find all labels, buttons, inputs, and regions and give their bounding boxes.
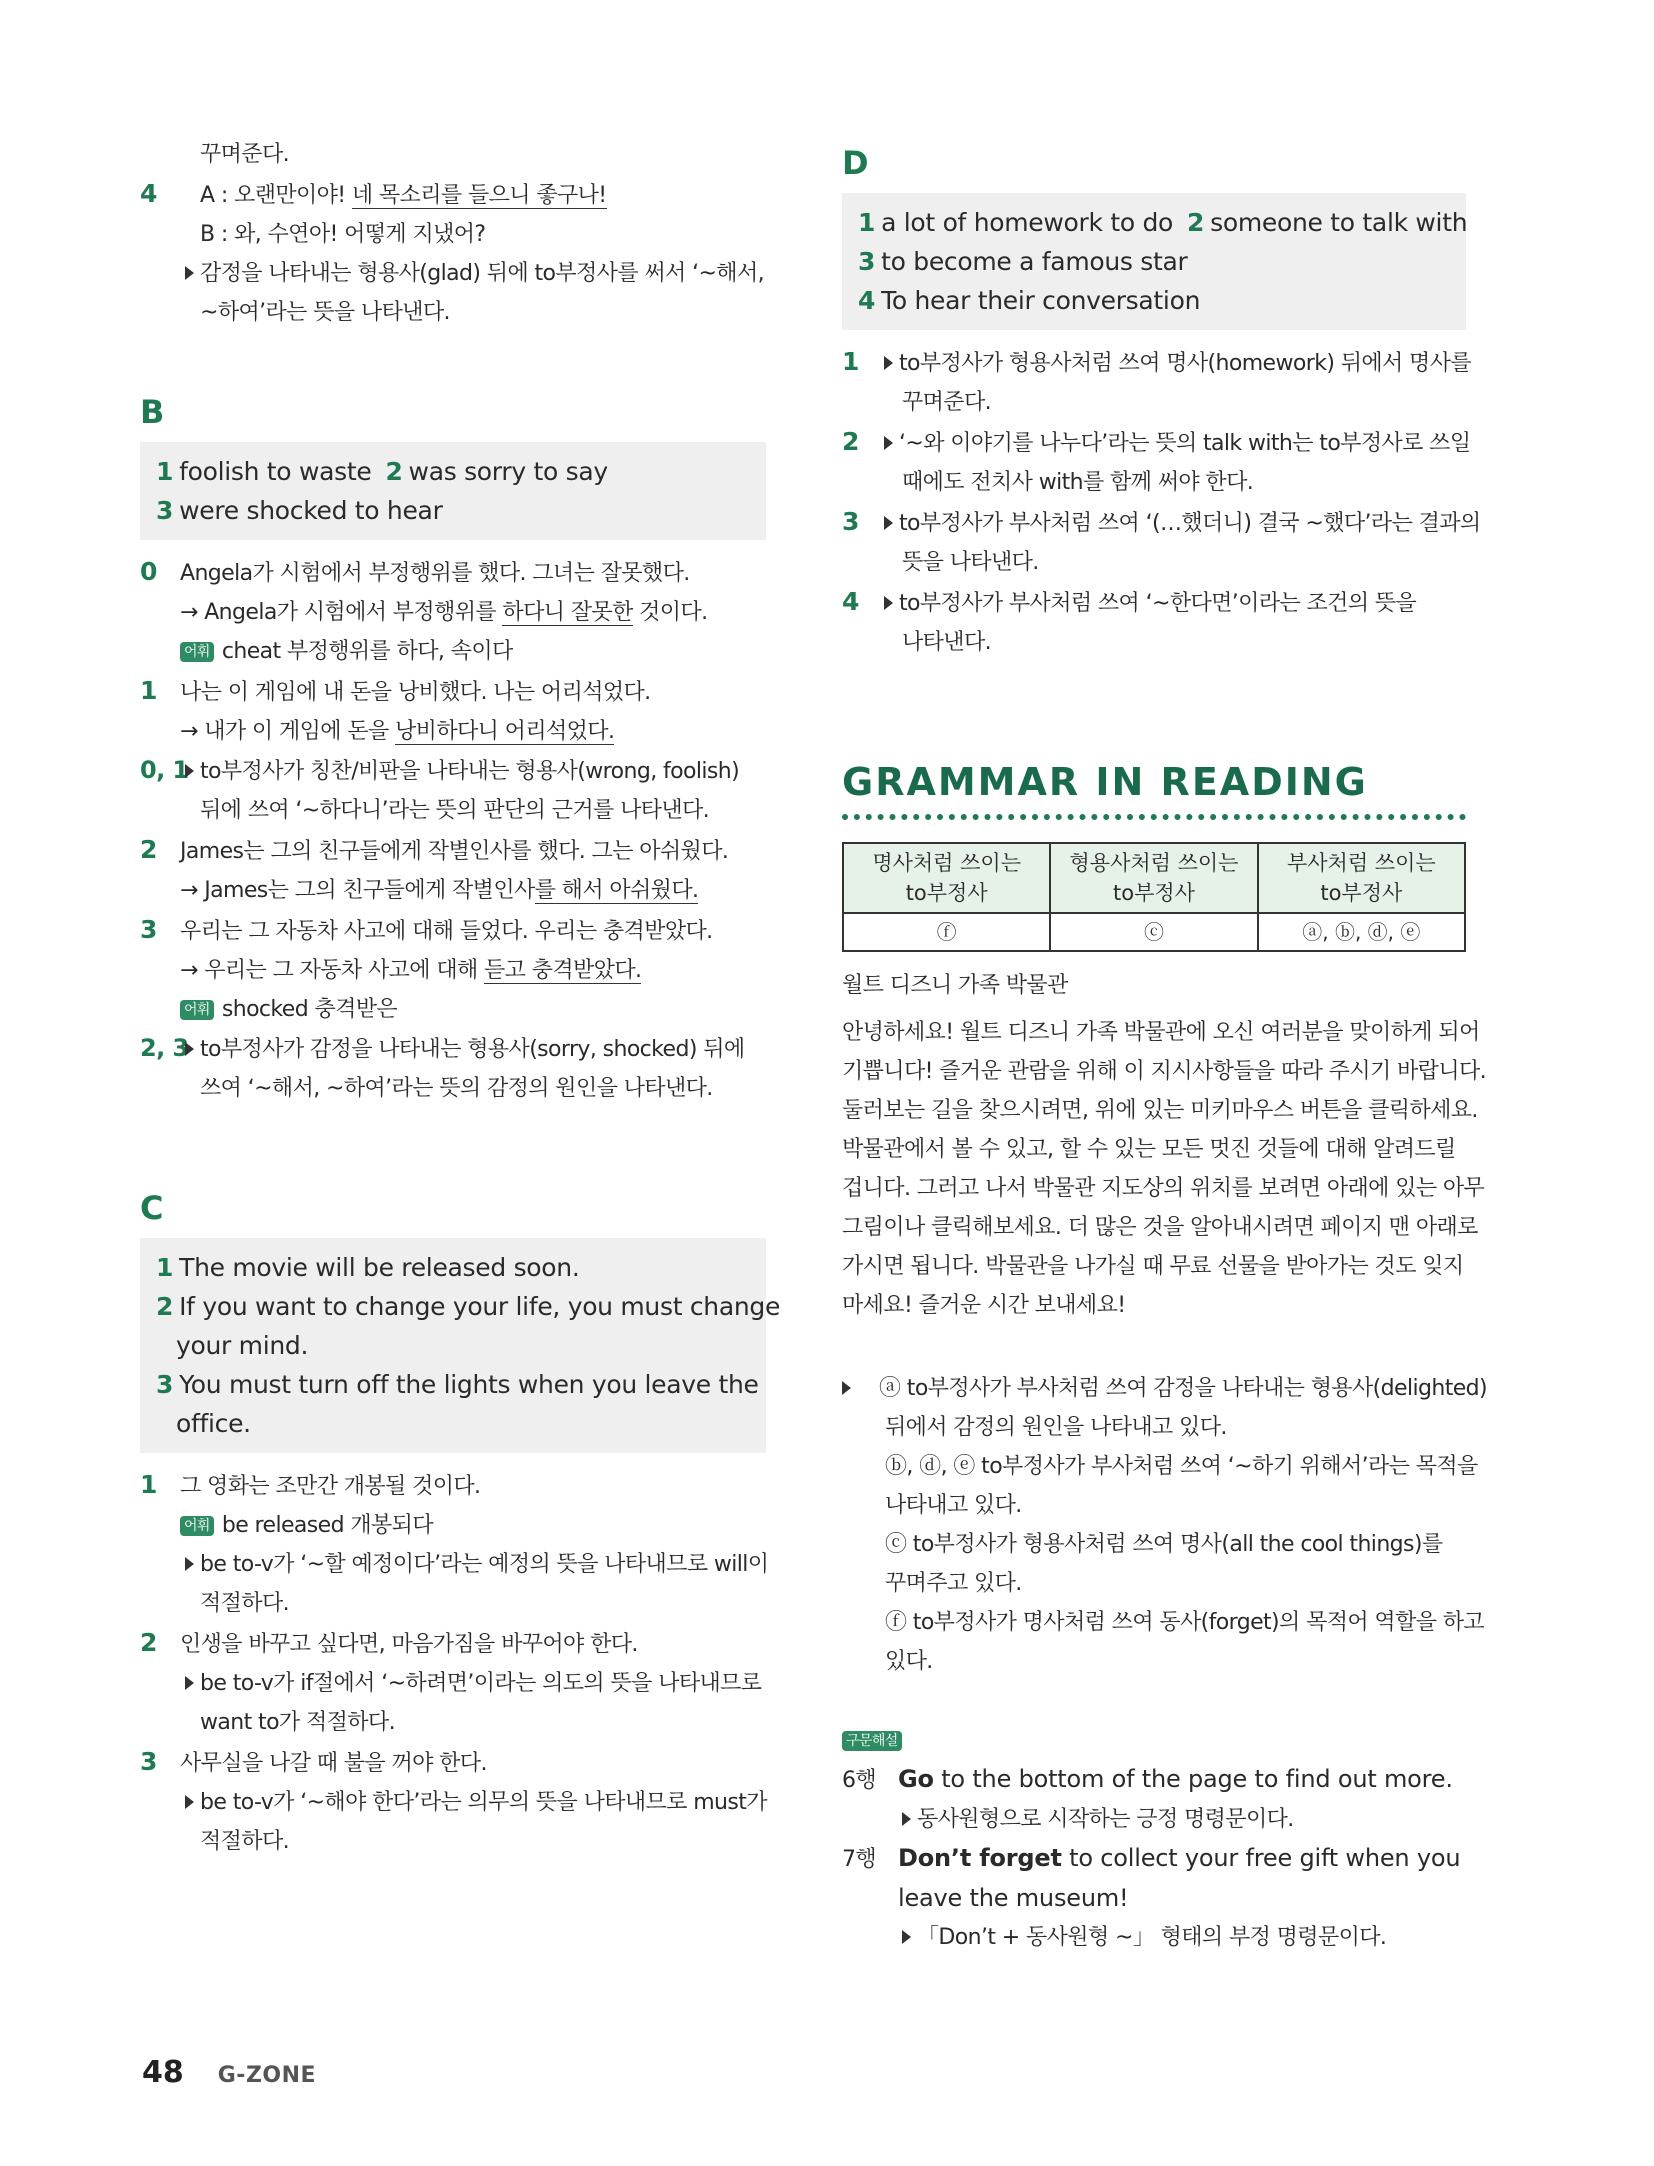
section-c-title: C — [140, 1189, 164, 1227]
triangle-bullet-icon — [884, 436, 893, 450]
triangle-bullet-icon — [185, 764, 194, 778]
right-column — [842, 135, 1488, 1957]
g7-line-cont: leave the museum! — [898, 1884, 1129, 1912]
table-header: 형용사처럼 쓰이는 to부정사 — [1050, 843, 1257, 913]
dotted-divider — [842, 814, 1466, 820]
c1-note: be to-v가 ‘~할 예정이다’라는 예정의 뜻을 나타내므로 will이 — [140, 1545, 766, 1584]
answer-line: 2 If you want to change your life, you must change — [156, 1292, 781, 1321]
b3-line: 3 우리는 그 자동차 사고에 대해 들었다. 우리는 충격받았다. — [140, 915, 713, 944]
c1-line: 1 그 영화는 조만간 개봉될 것이다. — [140, 1470, 481, 1499]
passage-line: 겁니다. 그러고 나서 박물관 지도상의 위치를 보려면 아래에 있는 아무 — [842, 1176, 1485, 1201]
gumun-label — [842, 1721, 1466, 1760]
table-cell: ⓒ — [1050, 913, 1257, 951]
table-cell: ⓕ — [843, 913, 1050, 951]
b2-line: 2 James는 그의 친구들에게 작별인사를 했다. 그는 아쉬웠다. — [140, 835, 729, 864]
gumun-tag: 구문해설 — [842, 1731, 902, 1751]
vocab-tag: 어휘 — [180, 1000, 214, 1020]
d1-note-cont: 꾸며준다. — [902, 390, 992, 415]
grammar-table — [842, 842, 1466, 952]
answer-line: your mind. — [176, 1331, 309, 1360]
d4-note-cont: 나타낸다. — [902, 630, 992, 655]
gir-note: 뒤에서 감정의 원인을 나타내고 있다. — [885, 1415, 1227, 1440]
b01-note: 0, 1 to부정사가 칭찬/비판을 나타내는 형용사(wrong, foolish) — [140, 756, 740, 784]
answer-line: 3 to become a famous star — [858, 247, 1188, 276]
d2-note: 2 ‘~와 이야기를 나누다’라는 뜻의 talk with는 to부정사로 쓰일 — [842, 427, 1471, 456]
c2-note-cont: want to가 적절하다. — [200, 1710, 395, 1735]
b3-vocab: 어휘 shocked 충격받은 — [140, 990, 766, 1029]
gir-note: ⓒ to부정사가 형용사처럼 쓰여 명사(all the cool things)를 — [885, 1532, 1443, 1557]
a4-line-b: B : 와, 수연아! 어떻게 지냈어? — [200, 222, 486, 247]
triangle-bullet-icon — [185, 1042, 194, 1056]
c1-vocab: 어휘 be released 개봉되다 — [140, 1506, 766, 1545]
left-column — [140, 135, 781, 1861]
g7-line: 7행 Don’t forget to collect your free gift when you — [842, 1844, 1461, 1872]
answer-line: 1 a lot of homework to do 2 someone to talk with — [858, 208, 1468, 237]
triangle-bullet-icon — [884, 596, 893, 610]
section-d-title: D — [842, 144, 869, 182]
b0-arrow: → Angela가 시험에서 부정행위를 하다니 잘못한 것이다. — [180, 600, 708, 625]
table-header: 부사처럼 쓰이는 to부정사 — [1258, 843, 1465, 913]
b1-arrow: → 내가 이 게임에 돈을 낭비하다니 어리석었다. — [180, 719, 615, 744]
triangle-bullet-icon — [185, 1676, 194, 1690]
b0-vocab: 어휘 cheat 부정행위를 하다, 속이다 — [140, 632, 766, 671]
table-cell: ⓐ, ⓑ, ⓓ, ⓔ — [1258, 913, 1465, 951]
c2-note: be to-v가 if절에서 ‘~하려면’이라는 의도의 뜻을 나타내므로 — [140, 1664, 766, 1703]
d4-note: 4 to부정사가 부사처럼 쓰여 ‘~한다면’이라는 조건의 뜻을 — [842, 587, 1417, 616]
passage-line: 둘러보는 길을 찾으시려면, 위에 있는 미키마우스 버튼을 클릭하세요. — [842, 1098, 1478, 1123]
passage-line: 박물관에서 볼 수 있고, 할 수 있는 모든 멋진 것들에 대해 알려드릴 — [842, 1137, 1456, 1162]
gir-note: 있다. — [885, 1649, 933, 1674]
d2-note-cont: 때에도 전치사 with를 함께 써야 한다. — [902, 470, 1254, 495]
g6-note: 동사원형으로 시작하는 긍정 명령문이다. — [842, 1800, 1466, 1839]
passage-line: 기쁩니다! 즐거운 관람을 위해 이 지시사항들을 따라 주시기 바랍니다. — [842, 1059, 1487, 1084]
passage-title: 월트 디즈니 가족 박물관 — [842, 973, 1068, 998]
c1-note-cont: 적절하다. — [200, 1591, 290, 1616]
triangle-bullet-icon — [185, 266, 194, 280]
page-number: 48 — [142, 2055, 184, 2090]
page-footer — [142, 2055, 316, 2090]
b23-note-cont: 쓰여 ‘~해서, ~하여’라는 뜻의 감정의 원인을 나타낸다. — [200, 1076, 713, 1101]
triangle-bullet-icon — [884, 356, 893, 370]
gir-note: 나타내고 있다. — [885, 1493, 1022, 1518]
vocab-tag: 어휘 — [180, 1516, 214, 1536]
passage-line: 마세요! 즐거운 시간 보내세요! — [842, 1293, 1126, 1318]
item-number: 4 — [140, 179, 157, 208]
continuation-line: 꾸며준다. — [200, 142, 290, 167]
b23-note: 2, 3 to부정사가 감정을 나타내는 형용사(sorry, shocked) 뒤에 — [140, 1034, 745, 1062]
g6-line: 6행 Go to the bottom of the page to find out more. — [842, 1765, 1453, 1793]
b01-note-cont: 뒤에 쓰여 ‘~하다니’라는 뜻의 판단의 근거를 나타낸다. — [200, 798, 710, 823]
c2-line: 2 인생을 바꾸고 싶다면, 마음가짐을 바꾸어야 한다. — [140, 1628, 638, 1657]
gir-note: ⓑ, ⓓ, ⓔ to부정사가 부사처럼 쓰여 ‘~하기 위해서’라는 목적을 — [885, 1454, 1478, 1479]
passage-line: 가시면 됩니다. 박물관을 나가실 때 무료 선물을 받아가는 것도 잊지 — [842, 1254, 1464, 1279]
section-c-answer-box — [140, 1238, 781, 1453]
a4-note: 감정을 나타내는 형용사(glad) 뒤에 to부정사를 써서 ‘~해서, — [140, 254, 766, 293]
section-d-answer-box — [842, 193, 1466, 330]
triangle-bullet-icon — [842, 1381, 851, 1395]
table-header: 명사처럼 쓰이는 to부정사 — [843, 843, 1050, 913]
triangle-bullet-icon — [185, 1795, 194, 1809]
b2-arrow: → James는 그의 친구들에게 작별인사를 해서 아쉬웠다. — [180, 878, 699, 903]
triangle-bullet-icon — [884, 516, 893, 530]
answer-line: 1 The movie will be released soon. — [156, 1253, 580, 1282]
d3-note-cont: 뜻을 나타낸다. — [902, 550, 1039, 575]
b3-arrow: → 우리는 그 자동차 사고에 대해 듣고 충격받았다. — [180, 958, 642, 983]
grammar-in-reading-title: GRAMMAR IN READING — [842, 760, 1368, 804]
c3-line: 3 사무실을 나갈 때 불을 꺼야 한다. — [140, 1747, 487, 1776]
vocab-tag: 어휘 — [180, 642, 214, 662]
c3-note-cont: 적절하다. — [200, 1829, 290, 1854]
d3-note: 3 to부정사가 부사처럼 쓰여 ‘(…했더니) 결국 ~했다’라는 결과의 — [842, 507, 1481, 536]
answer-line: 3 were shocked to hear — [156, 496, 443, 525]
gir-note: ⓐ to부정사가 부사처럼 쓰여 감정을 나타내는 형용사(delighted) — [842, 1369, 1466, 1408]
triangle-bullet-icon — [902, 1812, 911, 1826]
section-b-answer-box — [140, 442, 766, 540]
triangle-bullet-icon — [185, 1557, 194, 1571]
passage-line: 안녕하세요! 월트 디즈니 가족 박물관에 오신 여러분을 맞이하게 되어 — [842, 1020, 1480, 1045]
b1-line: 1 나는 이 게임에 내 돈을 낭비했다. 나는 어리석었다. — [140, 676, 651, 705]
gir-note: 꾸며주고 있다. — [885, 1571, 1022, 1596]
gir-note: ⓕ to부정사가 명사처럼 쓰여 동사(forget)의 목적어 역할을 하고 — [885, 1610, 1485, 1635]
answer-line: office. — [176, 1409, 251, 1438]
answer-line: 3 You must turn off the lights when you leave the — [156, 1370, 759, 1399]
answer-line: 4 To hear their conversation — [858, 286, 1201, 315]
g7-note: 「Don’t + 동사원형 ~」 형태의 부정 명령문이다. — [842, 1918, 1466, 1957]
d1-note: 1 to부정사가 형용사처럼 쓰여 명사(homework) 뒤에서 명사를 — [842, 347, 1472, 376]
answer-line: 1 foolish to waste 2 was sorry to say — [156, 457, 608, 486]
passage-line: 그림이나 클릭해보세요. 더 많은 것을 알아내시려면 페이지 맨 아래로 — [842, 1215, 1478, 1240]
triangle-bullet-icon — [902, 1930, 911, 1944]
a4-note-cont: ~하여’라는 뜻을 나타낸다. — [200, 300, 450, 325]
section-b-title: B — [140, 393, 165, 431]
brand-label: G-ZONE — [217, 2063, 317, 2088]
c3-note: be to-v가 ‘~해야 한다’라는 의무의 뜻을 나타내므로 must가 — [140, 1783, 766, 1822]
b0-line: 0 Angela가 시험에서 부정행위를 했다. 그녀는 잘못했다. — [140, 557, 690, 586]
a4-line-a: 4 A : 오랜만이야! 네 목소리를 들으니 좋구나! — [140, 174, 766, 215]
